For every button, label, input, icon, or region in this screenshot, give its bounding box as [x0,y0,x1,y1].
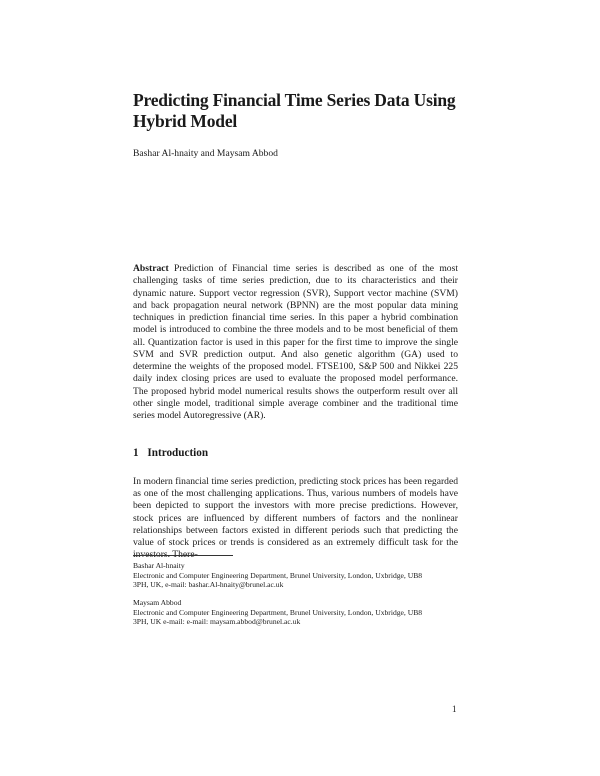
title-line-1: Predicting Financial Time Series Data Using [133,90,456,110]
footnote-author-name: Maysam Abbod [133,598,182,607]
footnote-author-1 [133,561,458,590]
abstract [133,263,458,422]
footnote-affiliation-line: Electronic and Computer Engineering Department, Brunel University, London, Uxbridge, UB8 [133,607,423,617]
section-heading-introduction [133,446,458,460]
footnote-affiliation-line: 3PH, UK e-mail: e-mail: maysam.abbod@brunel.ac.uk [133,617,301,627]
abstract-label: Abstract [133,263,169,274]
section-title: Introduction [147,447,209,459]
footnote-author-2 [133,598,458,627]
paper-title [133,90,458,132]
section-number: 1 [133,447,139,459]
footnote-affiliation-line: 3PH, UK, e-mail: bashar.Al-hnaity@brunel.ac.uk [133,580,284,590]
introduction-paragraph: In modern financial time series prediction, predicting stock prices has been regarded as one of the most challenging applications. Thus, various numbers of models have been depicted to support the investors with more precise predictions. However, stock prices are influenced by different numbers of factors and the nonlinear relationships between factors existed in different periods such that predicting the value of stock prices or trends is considered as an extremely difficult task for the investors. There- [133,476,458,561]
footnote-author-name: Bashar Al-hnaity [133,561,185,570]
author-list: Bashar Al-hnaity and Maysam Abbod [133,148,278,159]
title-line-2: Hybrid Model [133,111,238,131]
page-number: 1 [452,704,457,714]
footnote-divider [133,555,233,556]
footnote-affiliation-line: Electronic and Computer Engineering Department, Brunel University, London, Uxbridge, UB8 [133,570,423,580]
abstract-text: Prediction of Financial time series is described as one of the most challenging tasks of time series prediction, due to its characteristics and their dynamic nature. Support vector regression (SVR), Support vector machine (SVM) and back propagation neural network (BPNN) are the most popular data mining techniques in prediction financial time series. In this paper a hybrid combination model is introduced to combine the three models and to be most beneficial of them all. Quantization factor is used in this paper for the first time to improve the single SVM and SVR prediction output. And also genetic algorithm (GA) used to determine the weights of the proposed model. FTSE100, S&P 500 and Nikkei 225 daily index closing prices are used to evaluate the proposed model performance. The proposed hybrid model numerical results shows the outperform result over all other single model, traditional simple average combiner and the traditional time series model Autoregressive (AR). [133,263,458,421]
